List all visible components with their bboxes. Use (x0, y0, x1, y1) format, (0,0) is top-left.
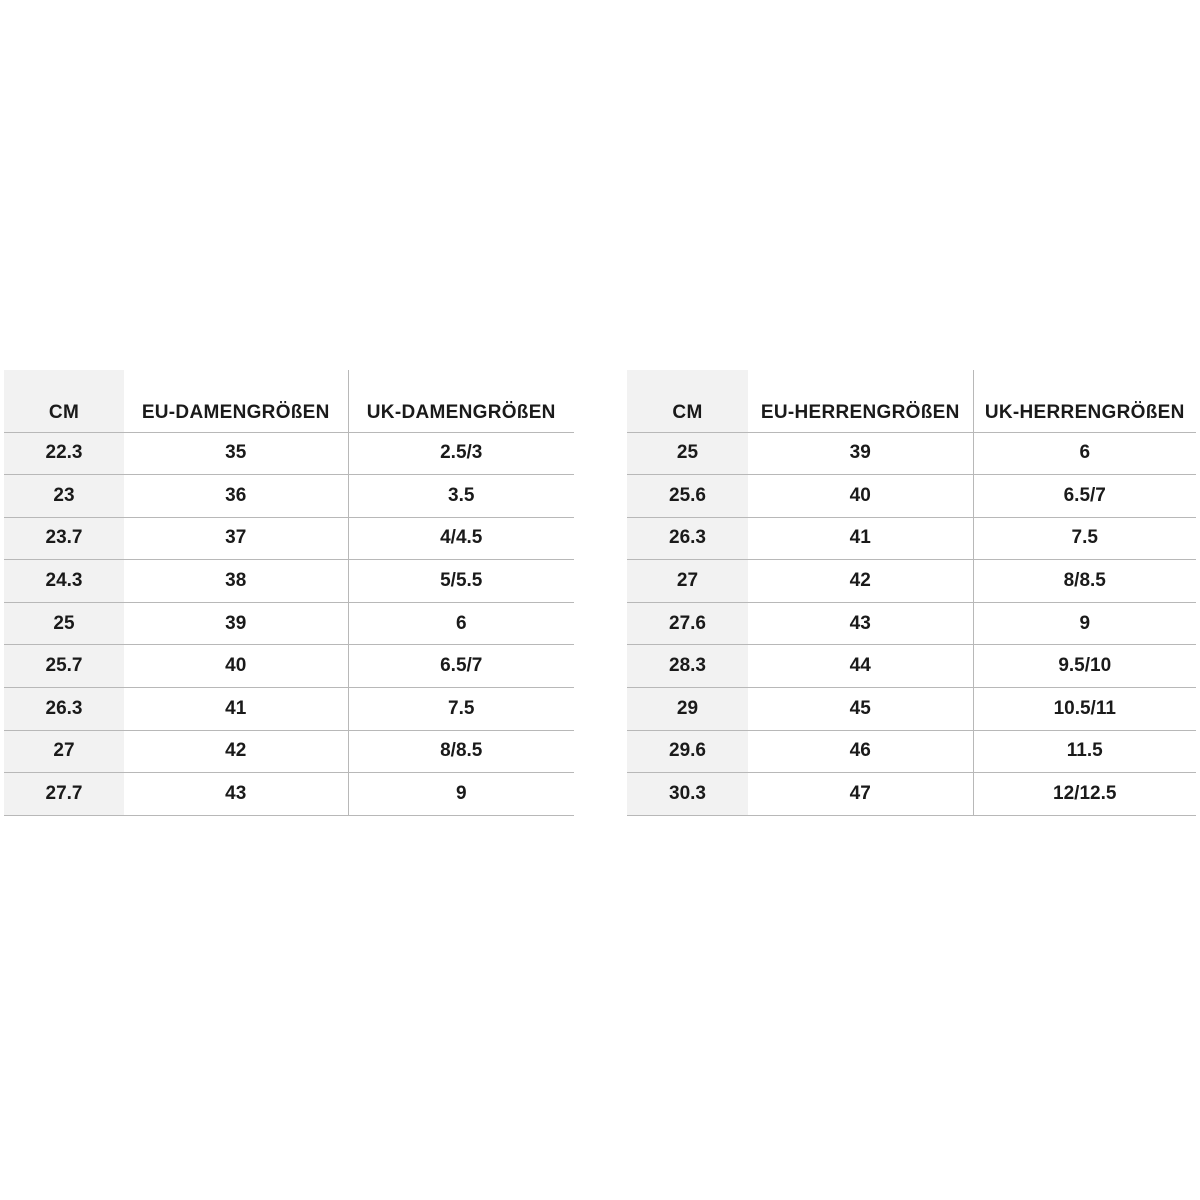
uk-size-cell: 6 (348, 602, 574, 645)
men-table-header (627, 370, 1196, 432)
uk-size-cell: 3.5 (348, 475, 574, 518)
table-row (627, 560, 1196, 603)
cm-cell: 28.3 (627, 645, 748, 688)
table-row (4, 730, 574, 773)
cm-cell: 27 (4, 730, 124, 773)
uk-men-column-header: UK-HERRENGRÖßEN (973, 370, 1196, 432)
table-row (4, 645, 574, 688)
table-row (627, 688, 1196, 731)
table-row (4, 475, 574, 518)
cm-cell: 25 (4, 602, 124, 645)
table-row (4, 773, 574, 816)
uk-size-cell: 11.5 (973, 730, 1196, 773)
uk-size-cell: 9 (973, 602, 1196, 645)
uk-size-cell: 7.5 (348, 688, 574, 731)
cm-cell: 30.3 (627, 773, 748, 816)
cm-cell: 29 (627, 688, 748, 731)
cm-column-header: CM (4, 370, 124, 432)
table-row (4, 560, 574, 603)
cm-cell: 24.3 (4, 560, 124, 603)
eu-size-cell: 40 (748, 475, 973, 518)
women-size-table (4, 370, 574, 816)
table-row (627, 432, 1196, 475)
eu-size-cell: 37 (124, 517, 348, 560)
uk-size-cell: 9 (348, 773, 574, 816)
eu-women-column-header: EU-DAMENGRÖßEN (124, 370, 348, 432)
cm-cell: 26.3 (4, 688, 124, 731)
eu-size-cell: 39 (124, 602, 348, 645)
eu-size-cell: 42 (124, 730, 348, 773)
table-row (4, 602, 574, 645)
uk-size-cell: 7.5 (973, 517, 1196, 560)
uk-women-column-header: UK-DAMENGRÖßEN (348, 370, 574, 432)
cm-cell: 23 (4, 475, 124, 518)
uk-size-cell: 10.5/11 (973, 688, 1196, 731)
eu-size-cell: 44 (748, 645, 973, 688)
eu-size-cell: 35 (124, 432, 348, 475)
eu-size-cell: 39 (748, 432, 973, 475)
cm-cell: 25.7 (4, 645, 124, 688)
men-size-table (627, 370, 1196, 816)
uk-size-cell: 12/12.5 (973, 773, 1196, 816)
eu-size-cell: 46 (748, 730, 973, 773)
table-row (627, 602, 1196, 645)
eu-size-cell: 41 (124, 688, 348, 731)
table-row (627, 517, 1196, 560)
table-row (627, 730, 1196, 773)
eu-size-cell: 41 (748, 517, 973, 560)
table-row (4, 432, 574, 475)
eu-size-cell: 43 (124, 773, 348, 816)
uk-size-cell: 5/5.5 (348, 560, 574, 603)
uk-size-cell: 6 (973, 432, 1196, 475)
cm-cell: 27.7 (4, 773, 124, 816)
eu-size-cell: 40 (124, 645, 348, 688)
cm-column-header: CM (627, 370, 748, 432)
women-table-header (4, 370, 574, 432)
cm-cell: 29.6 (627, 730, 748, 773)
table-row (627, 645, 1196, 688)
header-row (4, 370, 574, 432)
uk-size-cell: 2.5/3 (348, 432, 574, 475)
uk-size-cell: 8/8.5 (973, 560, 1196, 603)
cm-cell: 25 (627, 432, 748, 475)
cm-cell: 26.3 (627, 517, 748, 560)
cm-cell: 22.3 (4, 432, 124, 475)
eu-men-column-header: EU-HERRENGRÖßEN (748, 370, 973, 432)
table-row (4, 688, 574, 731)
eu-size-cell: 42 (748, 560, 973, 603)
cm-cell: 27.6 (627, 602, 748, 645)
eu-size-cell: 43 (748, 602, 973, 645)
eu-size-cell: 38 (124, 560, 348, 603)
table-row (4, 517, 574, 560)
eu-size-cell: 45 (748, 688, 973, 731)
women-table-body (4, 432, 574, 815)
header-row (627, 370, 1196, 432)
uk-size-cell: 8/8.5 (348, 730, 574, 773)
uk-size-cell: 4/4.5 (348, 517, 574, 560)
cm-cell: 23.7 (4, 517, 124, 560)
cm-cell: 25.6 (627, 475, 748, 518)
table-row (627, 773, 1196, 816)
uk-size-cell: 6.5/7 (348, 645, 574, 688)
table-row (627, 475, 1196, 518)
uk-size-cell: 6.5/7 (973, 475, 1196, 518)
eu-size-cell: 36 (124, 475, 348, 518)
eu-size-cell: 47 (748, 773, 973, 816)
cm-cell: 27 (627, 560, 748, 603)
uk-size-cell: 9.5/10 (973, 645, 1196, 688)
men-table-body (627, 432, 1196, 815)
